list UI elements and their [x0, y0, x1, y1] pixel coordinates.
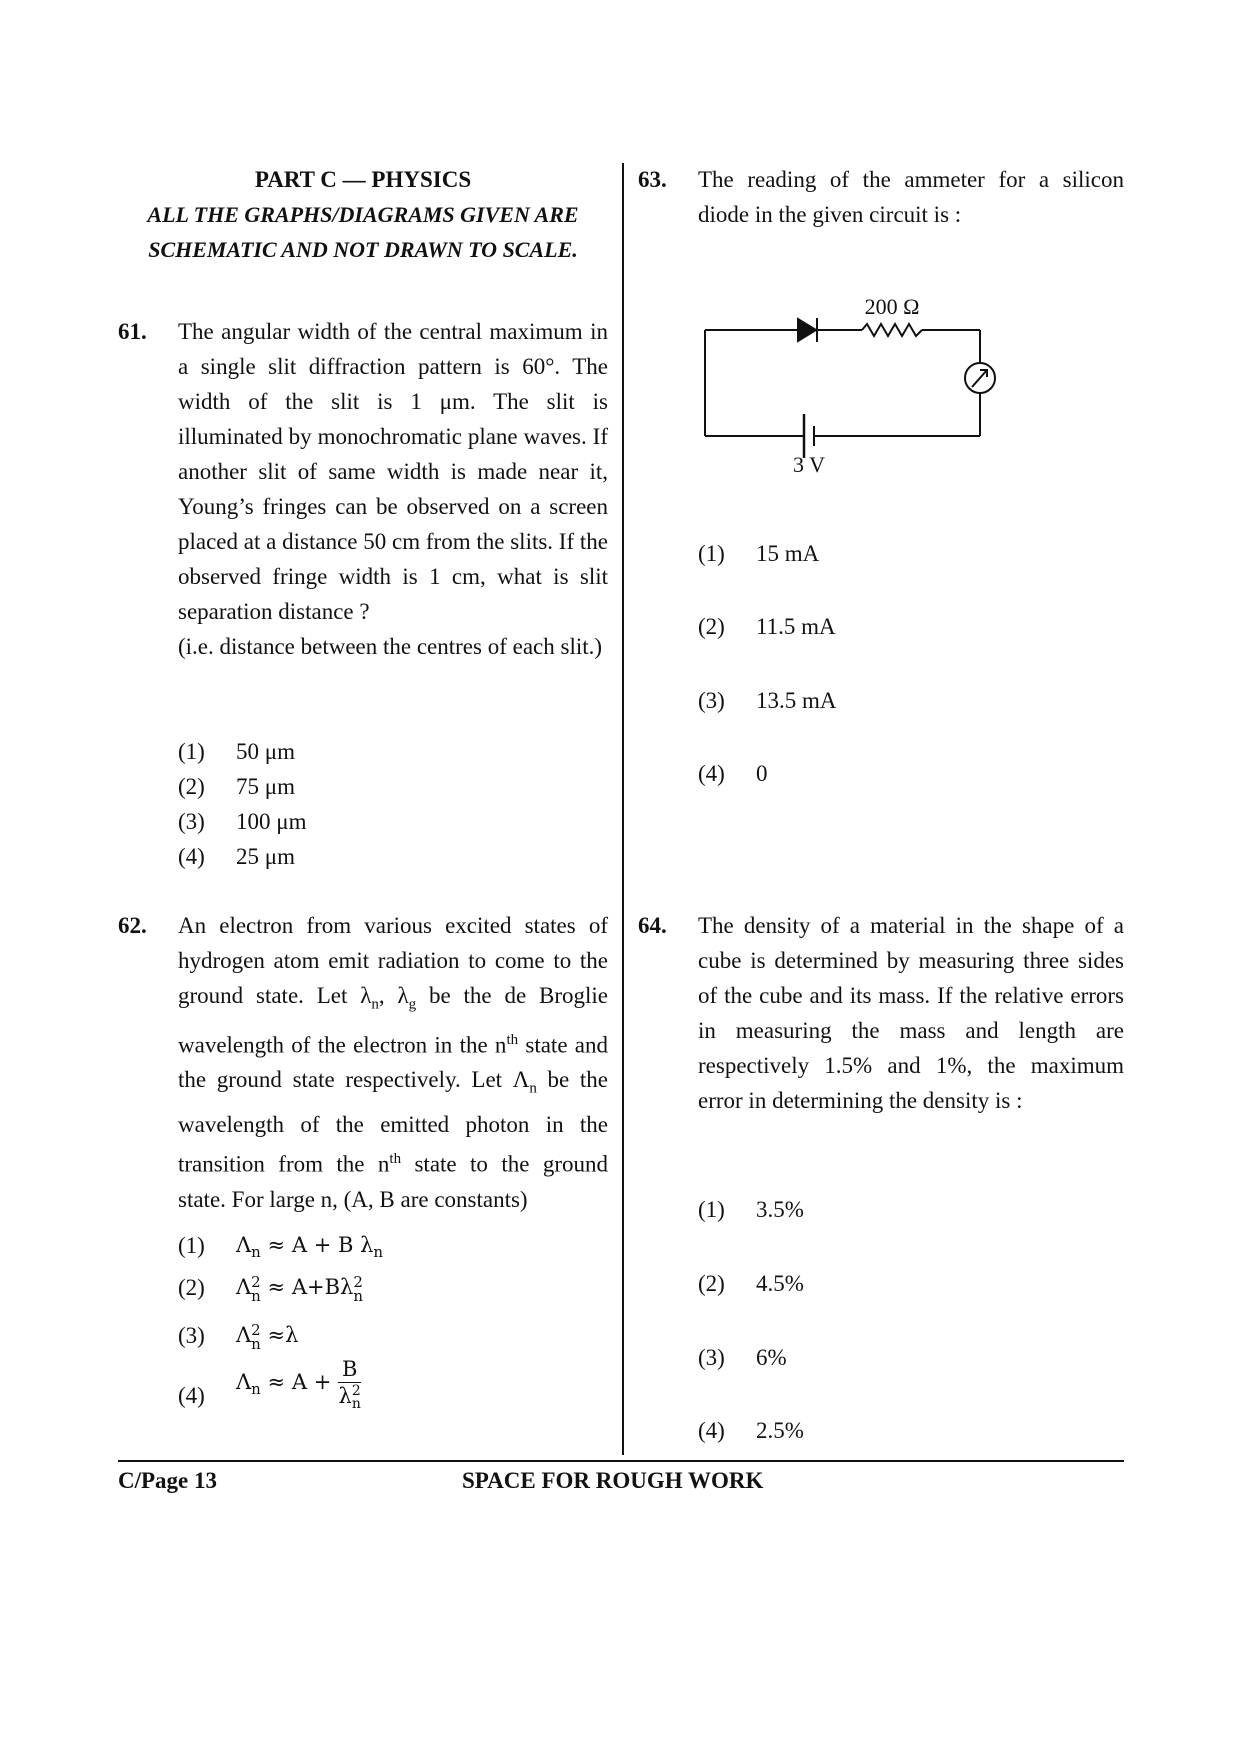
- option-value: 2.5%: [756, 1418, 804, 1443]
- option-value: 50 μm: [236, 739, 295, 764]
- option-value: 100 μm: [236, 809, 307, 834]
- option-value: 25 μm: [236, 844, 295, 869]
- option-number: (4): [178, 844, 205, 869]
- option-number: (4): [698, 761, 725, 786]
- question-number: 63.: [638, 167, 667, 192]
- rough-work-label: SPACE FOR ROUGH WORK: [462, 1468, 764, 1493]
- option-number: (2): [698, 1271, 725, 1296]
- option-number: (2): [178, 1275, 205, 1300]
- option-number: (2): [698, 614, 725, 639]
- option-value: 6%: [756, 1345, 787, 1370]
- question-number: 62.: [118, 913, 147, 938]
- question-text: The angular width of the central maximum in a single slit diffraction pattern is 60°. The width of the slit is 1 μm. The slit is illuminated by monochromatic plane waves. If another slit of same width is made near it, Young’s fringes can be observed on a screen placed at a distance 50 cm from the slits. If the observed fringe width is 1 cm, what is slit separation distance ?: [178, 319, 608, 624]
- section-header: [118, 162, 608, 267]
- option-number: (4): [698, 1418, 725, 1443]
- option-number: (3): [178, 1323, 205, 1348]
- option-formula: Λ 2 n ≈ A+Bλ 2 n: [236, 1272, 364, 1305]
- question-text: The density of a material in the shape of a cube is determined by measuring three sides of the cube and its mass. If the relative errors in measuring the mass and length are respectively 1.5% and 1%, the maximum error in determining the density is :: [698, 913, 1124, 1113]
- question-note: (i.e. distance between the centres of each slit.): [178, 634, 603, 659]
- option-number: (4): [178, 1383, 205, 1408]
- question-text: The reading of the ammeter for a silicon diode in the given circuit is :: [698, 167, 1124, 227]
- option-formula: $\Lambda_n \approx A + B$ $\lambda_n$: [236, 1233, 384, 1262]
- diode-circuit-diagram: [690, 290, 1010, 490]
- schematic-note-line1: ALL THE GRAPHS/DIAGRAMS GIVEN ARE: [147, 202, 579, 227]
- option-value: 11.5 mA: [756, 614, 836, 639]
- option-value: 13.5 mA: [756, 688, 837, 713]
- question-63: [638, 162, 1124, 242]
- option-number: (1): [698, 541, 725, 566]
- question-text: An electron from various excited states of hydrogen atom emit radiation to come to the ground state. Let $\lambda_n$, $\lambda_g$ be the de Broglie wavelength of the electron in the $n^{th}$ state and the ground state respectively. Let $\Lambda_n$ be the wavelength of the emitted photon in the transition from the $n^{th}$ state to the ground state. For large n, (A, B are constants): [178, 913, 609, 1212]
- question-62: [118, 908, 609, 1212]
- question-number: 64.: [638, 913, 667, 938]
- option-value: 15 mA: [756, 541, 820, 566]
- question-number: 61.: [118, 319, 147, 344]
- resistor-label: 200 Ω: [864, 294, 920, 319]
- schematic-note-line2: SCHEMATIC AND NOT DRAWN TO SCALE.: [148, 237, 578, 262]
- option-formula: $\Lambda_n \approx A$ + B λ 2 n: [236, 1357, 361, 1412]
- option-number: (3): [698, 688, 725, 713]
- resistor-icon: [862, 324, 922, 336]
- question-64: [638, 908, 1124, 1148]
- option-value: 3.5%: [756, 1197, 804, 1222]
- footer-rule: [118, 1460, 1124, 1462]
- column-divider: [622, 163, 624, 1455]
- option-number: (2): [178, 774, 205, 799]
- option-formula: Λ 2 n ≈λ: [236, 1320, 299, 1353]
- diode-icon: [798, 319, 816, 341]
- option-number: (1): [178, 1233, 205, 1258]
- option-value: 75 μm: [236, 774, 295, 799]
- option-number: (3): [178, 809, 205, 834]
- option-number: (1): [178, 739, 205, 764]
- page-number: C/Page 13: [118, 1468, 218, 1493]
- battery-label: 3 V: [793, 452, 825, 477]
- option-value: 4.5%: [756, 1271, 804, 1296]
- option-number: (3): [698, 1345, 725, 1370]
- part-title: PART C — PHYSICS: [254, 167, 472, 192]
- option-number: (1): [698, 1197, 725, 1222]
- option-value: 0: [756, 761, 768, 786]
